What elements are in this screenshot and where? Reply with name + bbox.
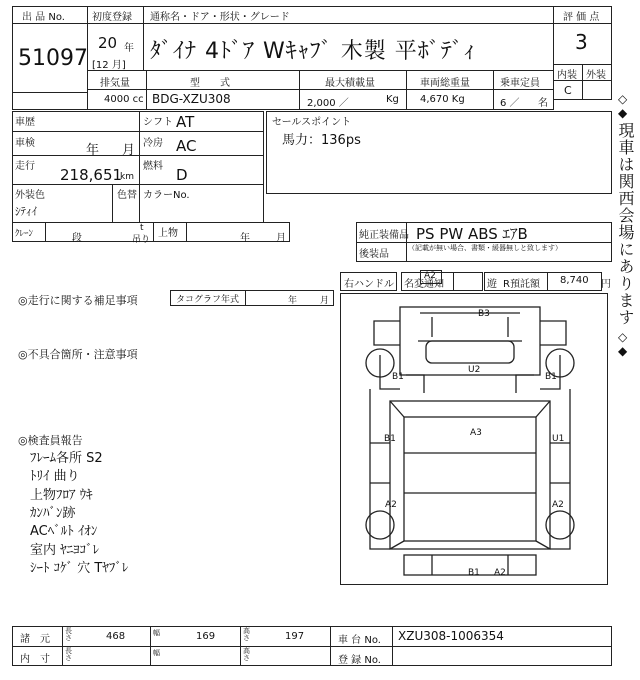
- spec-divider: [493, 70, 494, 110]
- first-reg-year-unit: 年: [124, 43, 134, 54]
- cargo-bed: [390, 401, 550, 549]
- inspector-item: ﾌﾚｰﾑ各所 S2: [30, 451, 103, 466]
- damage-mark-b1-right-front: B1: [545, 372, 557, 382]
- tacho-divider: [245, 290, 246, 306]
- damage-mark-b3: B3: [478, 309, 490, 319]
- capacity-label: 乗車定員: [500, 78, 540, 89]
- first-reg-month-unit: 月: [111, 60, 122, 71]
- score-label: 評 価 点: [563, 12, 600, 23]
- spec-divider: [406, 70, 407, 110]
- chassis-label: 車 台 No.: [338, 635, 381, 646]
- spec-divider: [146, 70, 147, 110]
- max-load-unit: Kg: [386, 94, 399, 105]
- exterior-grade-cell: [582, 80, 612, 100]
- inspector-item: ACﾍﾞﾙﾄ ｲｵﾝ: [30, 524, 98, 539]
- crane-col-line: [45, 222, 46, 242]
- color-code-label: カラーNo.: [143, 190, 190, 201]
- damage-mark-b1-left-front: B1: [392, 372, 404, 382]
- score-value: 3: [575, 30, 588, 54]
- gate-hinges: [370, 443, 570, 483]
- truck-diagram: [340, 293, 608, 585]
- drive-side-label: 右ハンドル: [344, 279, 394, 290]
- wiper-marks: [432, 317, 508, 337]
- inspection-year-unit: 年: [86, 143, 100, 158]
- name-change-label: 名変通知: [404, 279, 444, 290]
- damage-mark-u1-right-side: U1: [552, 434, 565, 444]
- spec-divider: [299, 70, 300, 110]
- recycle-unit: 円: [601, 279, 611, 290]
- bed-floor-lines: [404, 453, 536, 493]
- first-reg-year: 20: [98, 34, 118, 52]
- crane-lift-unit: 吊り: [132, 235, 151, 245]
- damage-mark-a2-top: A2: [424, 271, 436, 281]
- damage-mark-b1-left-side: B1: [384, 434, 396, 444]
- width-value: 169: [196, 631, 216, 642]
- cooling-label: 冷房: [143, 138, 163, 149]
- footer-col-line: [62, 626, 63, 666]
- inspection-month-unit: 月: [122, 143, 136, 158]
- interior-label: 内装: [557, 70, 577, 81]
- aftermarket-note: （記載が無い場合、書類・緩器無しと致します）: [408, 244, 562, 252]
- details-row-line: [12, 155, 264, 156]
- capacity-unit: 名: [538, 98, 548, 109]
- cooling-value: AC: [176, 137, 197, 155]
- damage-mark-b1-bottom: B1: [468, 568, 480, 578]
- model-label: 通称名・ドア・形状・グレード: [150, 12, 290, 23]
- damage-mark-a3: A3: [470, 428, 482, 438]
- inspector-item: 上物ﾌﾛｱ ｳｷ: [30, 488, 93, 503]
- color-label: 外装色: [15, 190, 45, 201]
- bed-corners: [390, 401, 550, 549]
- length-label: 長さ: [65, 627, 72, 642]
- exterior-label: 外装: [586, 70, 606, 81]
- displacement-value: 4000 cc: [104, 94, 144, 105]
- crane-month-unit: 月: [276, 233, 286, 244]
- dims-label: 諸 元: [20, 634, 50, 645]
- aftermarket-label: 後装品: [359, 249, 389, 260]
- details-frame: [12, 111, 264, 223]
- tacho-label: タコグラフ年式: [176, 295, 240, 305]
- left-mirror: [374, 321, 400, 345]
- right-mirror: [540, 321, 566, 345]
- fuel-label: 燃料: [143, 161, 163, 172]
- inspector-item: ﾄﾘｲ 曲り: [30, 469, 80, 484]
- crane-label: ｸﾚｰﾝ: [15, 229, 34, 239]
- displacement-label: 排気量: [100, 78, 130, 89]
- chassis-value: XZU308-1006354: [398, 629, 504, 643]
- tax-label: 遊: [487, 279, 497, 290]
- inner-width-label: 幅: [153, 649, 160, 657]
- history-label: 車歴: [15, 117, 35, 128]
- crane-stage-unit: 段: [72, 233, 82, 244]
- footer-col-line: [392, 626, 393, 666]
- damage-mark-u2: U2: [468, 365, 481, 375]
- shift-value: AT: [176, 113, 195, 131]
- inner-dims-label: 内 寸: [20, 654, 50, 665]
- details-row-line: [12, 184, 264, 185]
- footer-col-line: [240, 626, 241, 666]
- gross-weight-label: 車両総重量: [420, 78, 470, 89]
- sales-point-label: セールスポイント: [272, 117, 352, 128]
- driving-notes-label: ◎走行に関する補足事項: [18, 294, 138, 307]
- footer-col-line: [150, 626, 151, 666]
- height-label: 高さ: [243, 627, 250, 642]
- interior-grade: C: [564, 84, 572, 97]
- registration-label: 登 録 No.: [338, 655, 381, 666]
- inspection-label: 車検: [15, 138, 35, 149]
- max-load-value: 2,000 ／: [307, 98, 349, 109]
- fuel-value: D: [176, 166, 188, 184]
- banner-diamonds-bottom: ◇◆: [618, 330, 628, 358]
- recycle-label: R預託額: [503, 279, 540, 290]
- damage-mark-a2-right-rear: A2: [552, 500, 564, 510]
- shift-label: シフト: [143, 117, 173, 128]
- crane-ton-unit: t: [140, 223, 144, 233]
- crane-lift-label: 上物: [158, 228, 178, 239]
- height-value: 197: [285, 631, 305, 642]
- recycle-divider: [547, 272, 548, 291]
- details-col-line: [112, 184, 113, 223]
- lot-label: 出 品 No.: [22, 12, 65, 23]
- damage-mark-a2-left-rear: A2: [385, 500, 397, 510]
- lot-number: 51097: [18, 46, 88, 71]
- max-load-label: 最大積載量: [325, 78, 375, 89]
- type-label: 型 式: [190, 78, 230, 89]
- banner-diamonds-top: ◇◆: [618, 92, 628, 120]
- model-name: ﾀﾞｲﾅ 4ﾄﾞｱ Wｷｬﾌﾞ 木製 平ﾎﾞﾃﾞｨ: [150, 39, 476, 64]
- defects-label: ◎不具合箇所・注意事項: [18, 348, 138, 361]
- spec-label-row: [87, 70, 554, 90]
- first-reg-label: 初度登録: [92, 12, 132, 23]
- door-lines: [406, 375, 534, 393]
- mileage-unit: km: [120, 172, 134, 182]
- roof-panel: [426, 341, 514, 363]
- windshield-lines: [418, 313, 522, 341]
- tacho-year-unit: 年: [288, 296, 298, 306]
- sales-point-value: 馬力：136ps: [282, 133, 361, 148]
- color-no-label: 色替: [117, 190, 137, 201]
- standard-equipment-label: 純正装備品: [359, 230, 409, 241]
- length-value: 468: [106, 631, 126, 642]
- recycle-amount: 8,740: [560, 275, 589, 286]
- type-value: BDG-XZU308: [152, 92, 231, 106]
- damage-mark-a2-bottom: A2: [494, 568, 506, 578]
- gross-weight-value: 4,670 Kg: [420, 94, 465, 105]
- mileage-label: 走行: [15, 161, 35, 172]
- footer-row-line: [12, 646, 612, 647]
- tacho-month-unit: 月: [320, 296, 330, 306]
- inner-height-label: 高さ: [243, 647, 250, 662]
- inner-length-label: 長さ: [65, 647, 72, 662]
- mileage-value: 218,651: [60, 166, 123, 184]
- width-label: 幅: [153, 629, 160, 637]
- first-reg-month-bracket: [12 月]: [92, 60, 126, 71]
- inspector-item: ｶﾝﾊﾞﾝ跡: [30, 506, 76, 521]
- capacity-value: 6 ／: [500, 98, 520, 109]
- side-banner-text: 現車は関西会場にあります: [616, 122, 635, 326]
- crane-col-line: [186, 222, 187, 242]
- details-row-line: [12, 131, 264, 132]
- name-change-divider: [453, 272, 454, 291]
- crane-col-line: [153, 222, 154, 242]
- footer-col-line: [330, 626, 331, 666]
- inspector-label: ◎検査員報告: [18, 434, 83, 447]
- inspector-item: 室内 ﾔﾆﾖｺﾞﾚ: [30, 543, 100, 558]
- inspector-item: ｼｰﾄ ｺｹﾞ 穴 Tﾔﾌﾞﾚ: [30, 561, 129, 576]
- color-value: ｼﾃｨｲ: [15, 205, 37, 218]
- details-col-line: [139, 111, 140, 223]
- crane-year-unit: 年: [240, 233, 250, 244]
- standard-equipment-value: PS PW ABS ｴｱB: [416, 225, 528, 243]
- first-reg-month: 12: [95, 60, 109, 71]
